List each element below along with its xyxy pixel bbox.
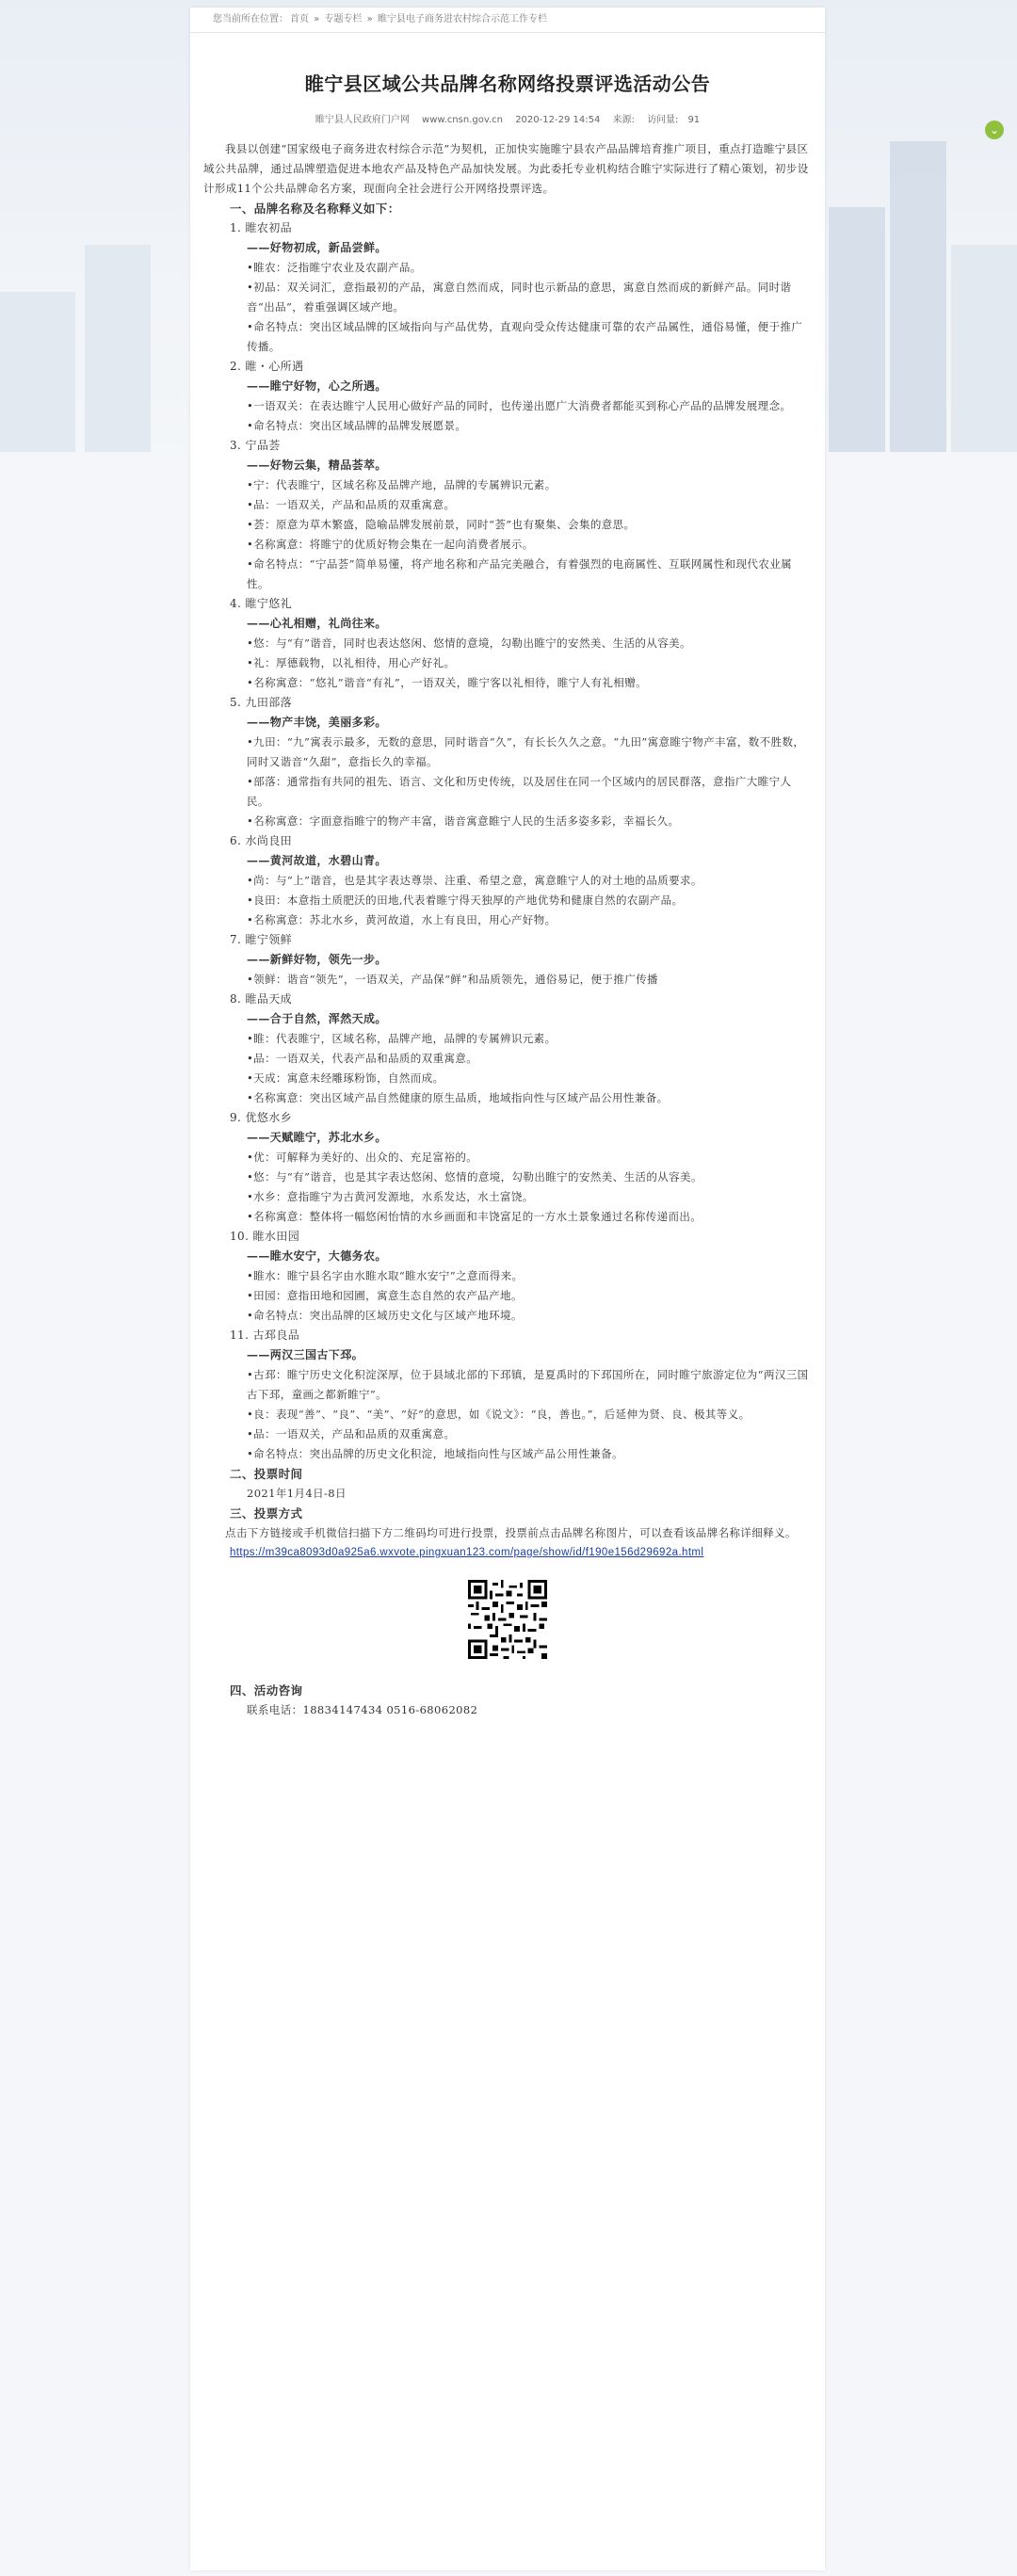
brand-bullet: •名称寓意：将睢宁的优质好物会集在一起向消费者展示。 [247,538,534,551]
brand-bullet: •荟：原意为草木繁盛，隐喻品牌发展前景，同时“荟”也有聚集、会集的意思。 [247,518,636,531]
brand-slogan: ——物产丰饶，美丽多彩。 [247,716,387,729]
brand-title: 3. 宁品荟 [230,439,281,452]
brand-title: 1. 睢农初品 [230,221,293,234]
brand-slogan: ——睢宁好物，心之所遇。 [247,379,387,393]
brand-bullet: •天成：寓意未经雕琢粉饰，自然而成。 [247,1071,444,1085]
brand-bullet: •古邳：睢宁历史文化积淀深厚，位于县域北部的下邳镇，是夏禹时的下邳国所在，同时睢宁旅游定位为“两汉三国古下邳，童画之都新睢宁”。 [247,1368,809,1401]
section-heading: 四、活动咨询 [230,1683,303,1698]
brand-title: 11. 古邳良品 [230,1328,300,1342]
brand-title: 8. 睢品天成 [230,992,293,1006]
chevron-down-icon[interactable]: ⌄ [985,121,1004,139]
brand-bullet: •命名特点：突出品牌的历史文化积淀，地域指向性与区域产品公用性兼备。 [247,1447,623,1460]
brand-bullet: •品：一语双关，产品和品质的双重寓意。 [247,498,456,511]
brand-list [203,218,812,1464]
brand-bullet: •一语双关：在表达睢宁人民用心做好产品的同时，也传递出愿广大消费者都能买到称心产品的品牌发展理念。 [247,399,792,412]
brand-bullet: •品：一语双关，代表产品和品质的双重寓意。 [247,1052,478,1065]
brand-title: 7. 睢宁领鲜 [230,933,293,946]
breadcrumb [190,8,825,33]
breadcrumb-separator: » [311,14,323,24]
meta-source-site: 睢宁县人民政府门户网 [315,115,410,125]
brand-bullet: •优：可解释为美好的、出众的、充足富裕的。 [247,1151,478,1164]
brand-bullet: •宁：代表睢宁，区域名称及品牌产地，品牌的专属辨识元素。 [247,478,557,491]
article-container [190,8,825,2570]
breadcrumb-prefix: 您当前所在位置： [213,14,288,24]
brand-bullet: •名称寓意：“悠礼”谐音“有礼”，一语双关，睢宁客以礼相待，睢宁人有礼相赠。 [247,676,647,689]
brand-bullet: •悠：与“有”谐音，也是其字表达悠闲、悠情的意境，勾勒出睢宁的安然美、生活的从容美。 [247,1170,702,1183]
meta-datetime: 2020-12-29 14:54 [515,115,601,125]
brand-title: 2. 睢・心所遇 [230,360,304,373]
section-heading: 三、投票方式 [230,1506,303,1521]
meta-visits-label: 访问量: [647,115,679,125]
section-heading: 二、投票时间 [230,1467,303,1481]
meta-source-label: 来源: [612,115,635,125]
brand-title: 6. 水尚良田 [230,834,293,847]
article-body [203,139,812,1720]
brand-bullet: •田园：意指田地和园圃，寓意生态自然的农产品产地。 [247,1289,523,1302]
brand-title: 4. 睢宁悠礼 [230,597,293,610]
page-title: 睢宁县区域公共品牌名称网络投票评选活动公告 [304,72,711,95]
breadcrumb-current[interactable]: 睢宁县电子商务进农村综合示范工作专栏 [377,14,547,24]
qr-code-icon[interactable] [468,1580,547,1659]
brand-bullet: •名称寓意：突出区域产品自然健康的原生品质，地域指向性与区域产品公用性兼备。 [247,1091,669,1104]
brand-bullet: •名称寓意：苏北水乡，黄河故道，水上有良田，用心产好物。 [247,913,557,926]
intro-paragraph: 我县以创建“国家级电子商务进农村综合示范”为契机，正加快实施睢宁县农产品品牌培育推广项目，重点打造睢宁县区域公共品牌，通过品牌塑造促进本地农产品及特色产品加快发展。为此委托专业机构结合睢宁实际进行了精心策划，初步设计形成11个公共品牌命名方案，现面向全社会进行公开网络投票评选。 [203,142,809,195]
brand-bullet: •悠：与“有”谐音，同时也表达悠闲、悠情的意境，勾勒出睢宁的安然美、生活的从容美。 [247,636,691,650]
vote-method: 点击下方链接或手机微信扫描下方二维码均可进行投票，投票前点击品牌名称图片，可以查看该品牌名称详细释义。 [225,1526,797,1539]
vote-link[interactable]: https://m39ca8093d0a925a6.wxvote.pingxuan123.com/page/show/id/f190e156d29692a.html [230,1547,704,1558]
brand-bullet: •命名特点：突出区域品牌的区域指向与产品优势，直观向受众传达健康可靠的农产品属性，通俗易懂，便于推广传播。 [247,320,803,353]
brand-bullet: •水乡：意指睢宁为古黄河发源地，水系发达，水土富饶。 [247,1190,534,1203]
brand-slogan: ——睢水安宁，大德务农。 [247,1249,387,1263]
brand-bullet: •睢水：睢宁县名字由水睢水取“睢水安宁”之意而得来。 [247,1269,524,1282]
section-heading: 一、品牌名称及名称释义如下： [230,201,400,216]
brand-title: 9. 优悠水乡 [230,1111,293,1124]
article-meta [190,111,825,125]
brand-bullet: •睢：代表睢宁，区域名称，品牌产地，品牌的专属辨识元素。 [247,1032,557,1045]
brand-bullet: •命名特点：“宁品荟”简单易懂，将产地名称和产品完美融合，有着强烈的电商属性、互联网属性和现代农业属性。 [247,557,793,590]
brand-bullet: •品：一语双关，产品和品质的双重寓意。 [247,1427,456,1441]
vote-time: 2021年1月4日-8日 [247,1487,347,1500]
brand-bullet: •命名特点：突出品牌的区域历史文化与区域产地环境。 [247,1309,523,1322]
brand-bullet: •命名特点：突出区域品牌的品牌发展愿景。 [247,419,467,432]
meta-visits: 91 [687,115,701,125]
brand-bullet: •尚：与“上”谐音，也是其字表达尊崇、注重、希望之意，寓意睢宁人的对土地的品质要求。 [247,874,702,887]
brand-slogan: ——新鲜好物，领先一步。 [247,953,387,966]
brand-slogan: ——合于自然，浑然天成。 [247,1012,387,1025]
brand-bullet: •初品：双关词汇，意指最初的产品，寓意自然而成，同时也示新品的意思，寓意自然而成的新鲜产品。同时谐音“出品”，着重强调区域产地。 [247,281,792,314]
brand-bullet: •名称寓意：整体将一幅悠闲怡情的水乡画面和丰饶富足的一方水土景象通过名称传递而出。 [247,1210,702,1223]
brand-bullet: •名称寓意：字面意指睢宁的物产丰富，谐音寓意睢宁人民的生活多姿多彩，幸福长久。 [247,814,680,828]
qr-code-container [203,1580,812,1662]
meta-domain: www.cnsn.gov.cn [422,115,503,125]
breadcrumb-topics[interactable]: 专题专栏 [324,14,363,24]
brand-slogan: ——好物云集，精品荟萃。 [247,459,387,472]
breadcrumb-separator: » [363,14,376,24]
contact-info: 联系电话：18834147434 0516-68062082 [247,1703,478,1716]
brand-bullet: •良：表现“善”、“良”、“美”、“好”的意思，如《说文》：“良，善也。”，后延伸为贤、良、极其等义。 [247,1408,751,1421]
brand-bullet: •领鲜：谐音“领先”，一语双关，产品保“鲜”和品质领先，通俗易记，便于推广传播 [247,973,658,986]
brand-title: 10. 睢水田园 [230,1230,300,1243]
brand-slogan: ——两汉三国古下邳。 [247,1348,364,1361]
brand-bullet: •良田：本意指土质肥沃的田地,代表着睢宁得天独厚的产地优势和健康自然的农副产品。 [247,894,684,907]
brand-slogan: ——天赋睢宁，苏北水乡。 [247,1131,387,1144]
brand-bullet: •部落：通常指有共同的祖先、语言、文化和历史传统，以及居住在同一个区域内的居民群落，意指广大睢宁人民。 [247,775,792,808]
brand-slogan: ——心礼相赠，礼尚往来。 [247,617,387,630]
brand-bullet: •礼：厚德载物，以礼相待，用心产好礼。 [247,656,456,669]
breadcrumb-home[interactable]: 首页 [290,14,309,24]
brand-bullet: •睢农：泛指睢宁农业及农副产品。 [247,261,422,274]
vote-link-row [203,1543,812,1563]
brand-slogan: ——黄河故道，水碧山青。 [247,854,387,867]
brand-slogan: ——好物初成，新品尝鲜。 [247,241,387,254]
brand-bullet: •九田：“九”寓表示最多，无数的意思，同时谐音“久”，有长长久久之意。“九田”寓意睢宁物产丰富，数不胜数，同时又谐音“久甜”，意指长久的幸福。 [247,735,805,768]
brand-title: 5. 九田部落 [230,696,293,709]
